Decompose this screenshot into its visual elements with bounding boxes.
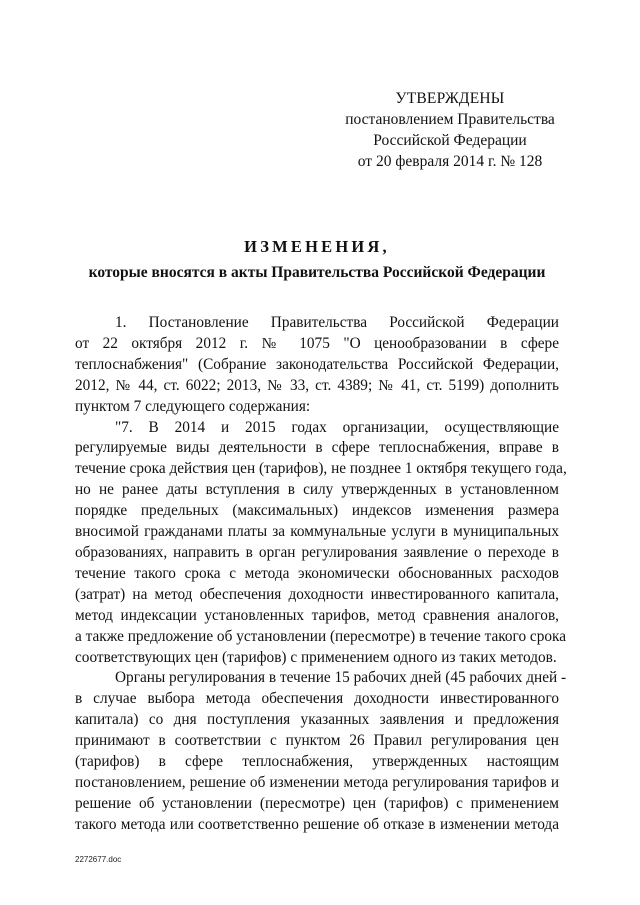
document-code: 2272677.doc xyxy=(75,855,122,864)
text-line: пунктом 7 следующего содержания: xyxy=(75,397,311,415)
text-line: "7. В 2014 и 2015 годах организации, осуществляющие xyxy=(115,418,559,436)
text-line: теплоснабжения" (Собрание законодательства Российской Федерации, xyxy=(75,355,559,373)
approval-line-2: Российской Федерации xyxy=(373,132,527,149)
approval-line-1: постановлением Правительства xyxy=(345,111,555,128)
approval-block xyxy=(330,88,570,172)
heading-title: ИЗМЕНЕНИЯ, xyxy=(244,237,390,256)
text-line: (затрат) на метод обеспечения доходности инвестированного капитала, xyxy=(75,585,559,603)
text-line: такого метода или соответственно решение об отказе в изменении метода xyxy=(75,815,559,833)
text-line: капитала) со дня поступления указанных заявления и предложения xyxy=(75,711,559,729)
text-line: образованиях, направить в орган регулирования заявление о переходе в xyxy=(75,543,559,561)
text-line: в случае выбора метода обеспечения доходности инвестированного xyxy=(75,690,559,708)
heading-subtitle: которые вносятся в акты Правительства Российской Федерации xyxy=(88,264,546,281)
paragraph-1 xyxy=(75,313,559,418)
text-line: Органы регулирования в течение 15 рабочих дней (45 рабочих дней - xyxy=(115,669,567,687)
paragraph-2 xyxy=(75,418,567,669)
text-line: постановлением, решение об изменении метода регулирования тарифов и xyxy=(75,773,559,791)
text-line: течение такого срока с метода экономически обоснованных расходов xyxy=(75,564,559,582)
text-line: течение срока действия цен (тарифов), не позднее 1 октября текущего года, xyxy=(75,460,567,478)
approval-line-3: от 20 февраля 2014 г. № 128 xyxy=(357,153,543,170)
text-line: соответствующих цен (тарифов) с применением одного из таких методов. xyxy=(75,648,557,666)
text-line: от 22 октября 2012 г. № 1075 "О ценообразовании в сфере xyxy=(75,334,559,352)
approval-title: УТВЕРЖДЕНЫ xyxy=(395,90,505,107)
text-line: принимают в соответствии с пунктом 26 Правил регулирования цен xyxy=(75,732,559,750)
text-line: а также предложение об установлении (пересмотре) в течение такого срока xyxy=(75,627,567,645)
text-line: регулируемые виды деятельности в сфере теплоснабжения, вправе в xyxy=(75,439,559,457)
paragraph-3 xyxy=(75,668,567,835)
text-line: 1. Постановление Правительства Российской Федерации xyxy=(115,314,559,331)
document-heading xyxy=(75,236,559,284)
text-line: порядке предельных (максимальных) индексов изменения размера xyxy=(75,502,559,520)
text-line: решение об установлении (пересмотре) цен (тарифов) с применением xyxy=(75,794,559,812)
text-line: вносимой гражданами платы за коммунальные услуги в муниципальных xyxy=(75,523,559,541)
text-line: 2012, № 44, ст. 6022; 2013, № 33, ст. 4389; № 41, ст. 5199) дополнить xyxy=(75,376,559,394)
text-line: метод индексации установленных тарифов, метод сравнения аналогов, xyxy=(75,606,559,624)
text-line: (тарифов) в сфере теплоснабжения, утвержденных настоящим xyxy=(75,753,559,771)
text-line: но не ранее даты вступления в силу утвержденных в установленном xyxy=(75,481,559,499)
document-body xyxy=(75,313,567,836)
